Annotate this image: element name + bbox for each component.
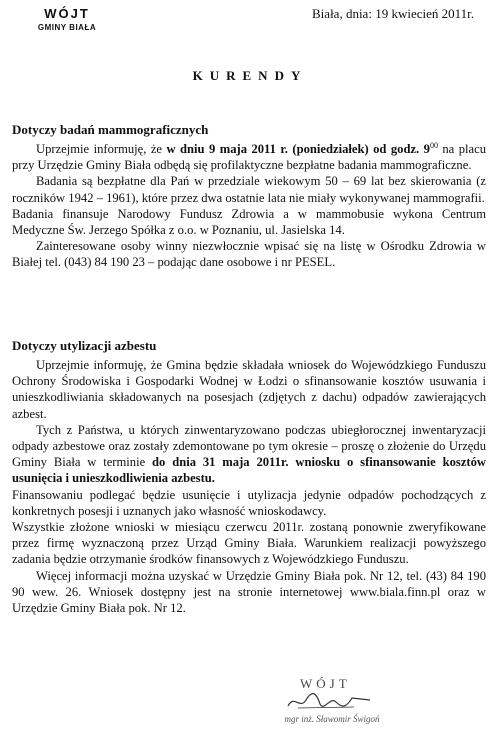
- section-mammography-heading: Dotyczy badań mammograficznych: [12, 122, 209, 137]
- handwritten-signature-icon: [284, 688, 374, 714]
- mammography-paragraph-1: [12, 141, 486, 173]
- asbestos-paragraph-2: [12, 422, 486, 487]
- mammography-location-text: na placu przy Urzędzie Gminy Biała odbędą się profilaktyczne bezpłatne badania mammograficzne.: [12, 142, 486, 173]
- section-asbestos-heading: Dotyczy utylizacji azbestu: [12, 338, 157, 353]
- signatory-name: mgr inż. Sławomir Świgoń: [284, 714, 380, 724]
- asbestos-paragraph-3: Finansowaniu podlegać będzie usunięcie i utylizacja jedynie odpadów pochodzących z konkretnych posesji i uznanych jako własność wnioskodawcy.: [12, 487, 486, 518]
- issuer-municipality: GMINY BIAŁA: [37, 23, 97, 32]
- mammography-paragraph-3: Badania finansuje Narodowy Fundusz Zdrowia a w mammobusie wykona Centrum Medyczne Św. Jerzego Spółka z o.o. w Poznaniu, ul. Jasielska 14.: [12, 206, 486, 238]
- document-title: KURENDY: [192, 68, 308, 83]
- section-asbestos: [12, 338, 486, 616]
- mammography-date-text: w dniu 9 maja 2011 r. (poniedziałek) od godz. 9: [166, 142, 430, 156]
- mammography-paragraph-2: Badania są bezpłatne dla Pań w przedziale wiekowym 50 – 69 lat bez skierowania (z roczników 1942 – 1961), które przez dwa ostatnie lata nie miały wykonywanej mammografii.: [12, 174, 486, 205]
- issuer-title: WÓJT: [44, 6, 90, 21]
- section-mammography: [12, 122, 486, 271]
- asbestos-paragraph-4: Wszystkie złożone wnioski w miesiącu czerwcu 2011r. zostaną ponownie zweryfikowane przez firmę wyznaczoną przez Urząd Gminy Biała. Warunkiem realizacji powyższego zadania będzie otrzymanie środków finansowych z Wojewódzkiego Funduszu.: [12, 520, 486, 567]
- mammography-time-superscript: 00: [429, 140, 438, 150]
- document-date: Biała, dnia: 19 kwiecień 2011r.: [312, 6, 474, 21]
- mammography-paragraph-4: Zainteresowane osoby winny niezwłocznie wpisać się na listę w Ośrodku Zdrowia w Białej tel. (043) 84 190 23 – podając dane osobowe i nr PESEL.: [12, 239, 486, 270]
- asbestos-paragraph-1: Uprzejmie informuję, że Gmina będzie składała wniosek do Wojewódzkiego Funduszu Ochrony Środowiska i Gospodarki Wodnej w Łodzi o sfinansowanie kosztów usuwania i unieszkodliwiania składowanych na posesjach (zdjętych z dachu) odpadów zawierających azbest.: [12, 358, 486, 421]
- asbestos-paragraph-5: Więcej informacji można uzyskać w Urzędzie Gminy Biała pok. Nr 12, tel. (43) 84 190 90 wew. 26. Wniosek dostępny jest na stronie internetowej www.biala.finn.pl oraz w Urzędzie Gminy Biała pok. Nr 12.: [12, 568, 486, 616]
- mammography-intro-text: Uprzejmie informuję, że: [36, 142, 167, 156]
- signature-seal: WÓJT: [300, 676, 351, 691]
- issuer-header: [22, 6, 112, 32]
- asbestos-deadline-text: do dnia 31 maja 2011r. wniosku o sfinansowanie kosztów usunięcia i unieszkodliwienia azbestu.: [12, 455, 486, 486]
- asbestos-request-text: Tych z Państwa, u których zinwentaryzowano podczas ubiegłorocznej inwentaryzacji odpady azbestowe oraz zostały zdemontowane po tym okresie – proszę o złożenie do Urzędu Gminy Biała w terminie: [12, 422, 486, 470]
